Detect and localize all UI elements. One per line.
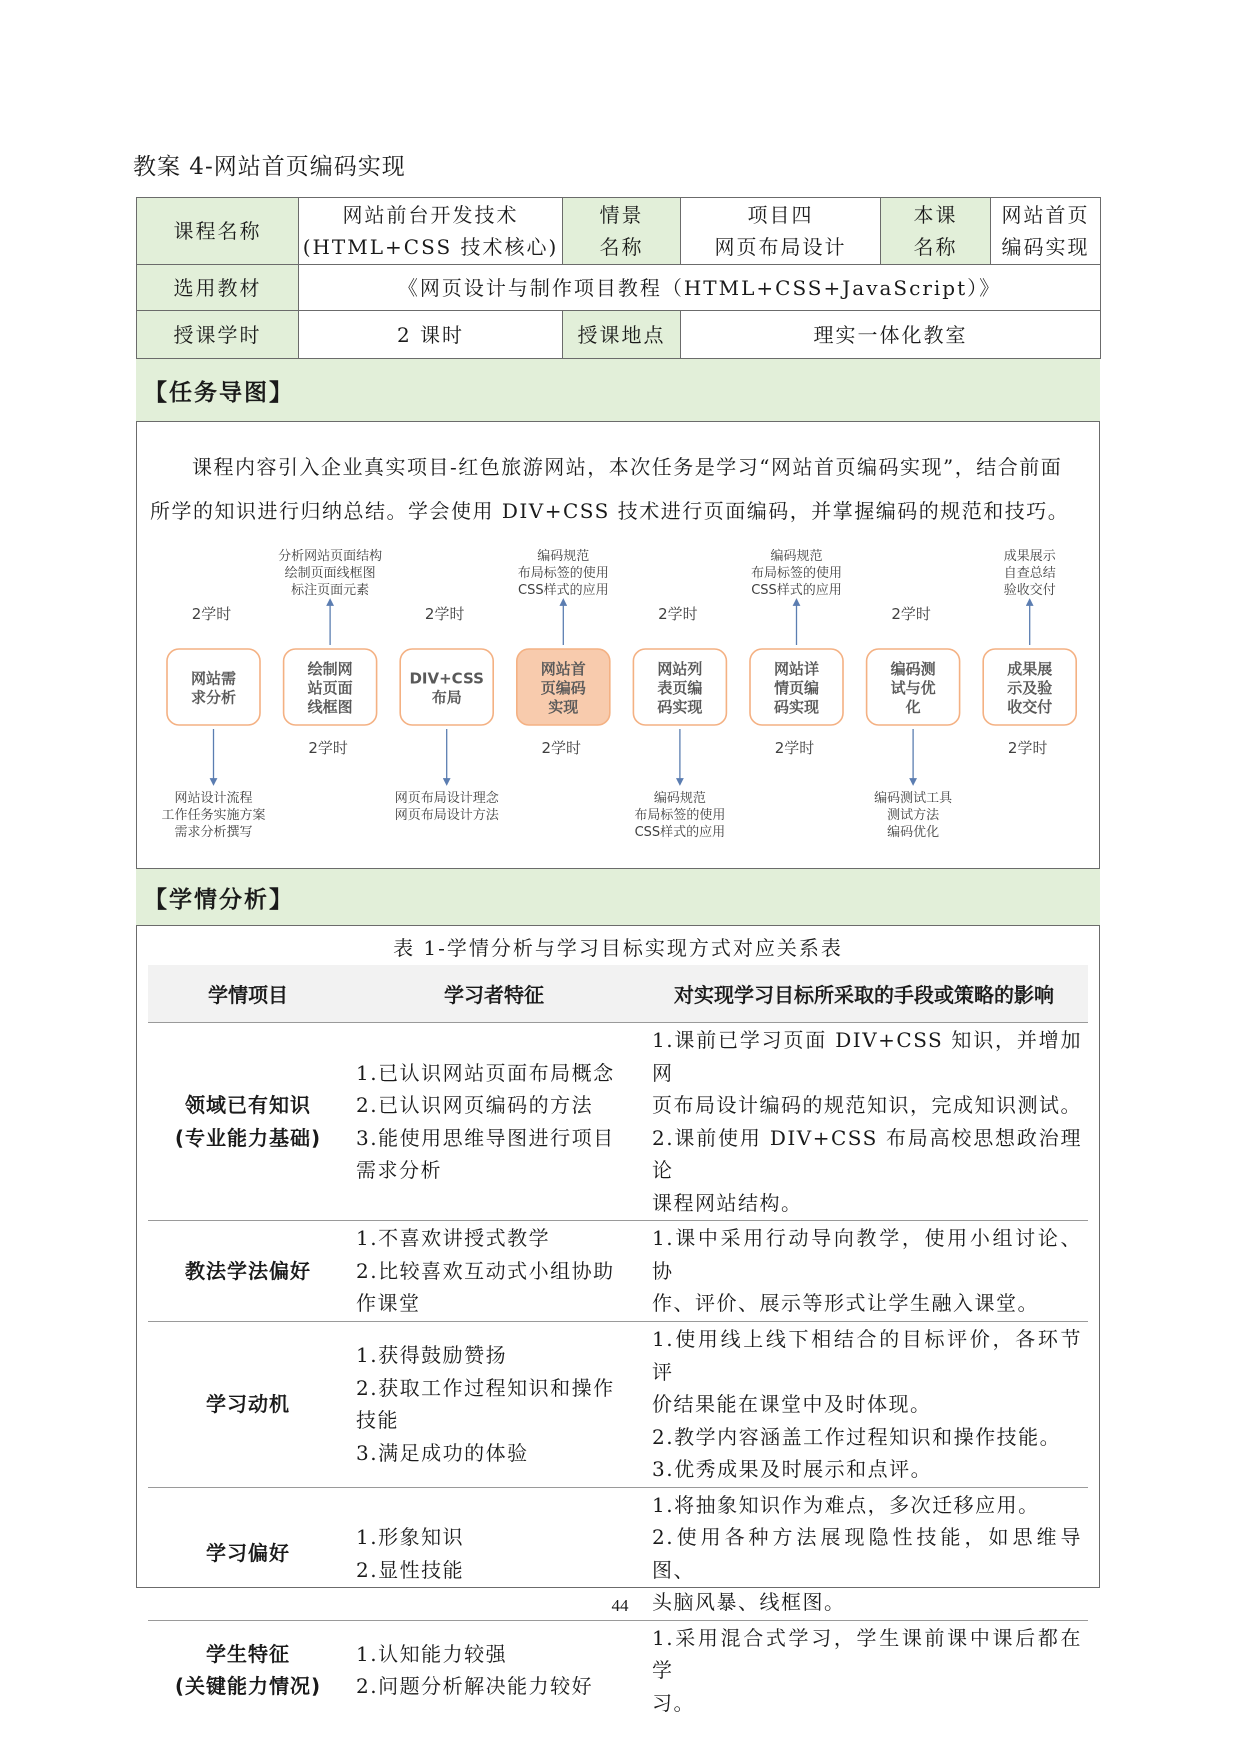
row-category: 学生特征 (关键能力情况) [174, 1641, 322, 1699]
row-features: 1.认知能力较强 2.问题分析解决能力较好 [356, 1641, 594, 1699]
table-row [148, 1322, 1088, 1488]
flow-note: 编码规范 [770, 549, 823, 564]
flow-note: CSS样式的应用 [634, 825, 726, 840]
flow-step [395, 605, 500, 823]
place-label: 授课地点 [563, 311, 681, 359]
textbook-value: 《网页设计与制作项目教程（HTML+CSS+JavaScript）》 [299, 265, 1101, 311]
flow-hours: 2学时 [308, 739, 348, 757]
course-info-table [136, 197, 1101, 359]
flow-box-label: 成果展 [1007, 660, 1053, 678]
flow-box-label: 实现 [548, 698, 579, 716]
flow-note: 验收交付 [1003, 583, 1056, 598]
flow-note: 分析网站页面结构 [278, 549, 383, 564]
row-impacts: 1.将抽象知识作为难点，多次迁移应用。 2.使用各种方法展现隐性技能，如思维导图、 头脑风暴、线框图。 [640, 1487, 1088, 1620]
flow-box-label: 线框图 [307, 698, 353, 716]
hours-label: 授课学时 [137, 311, 299, 359]
flow-hours: 2学时 [424, 605, 465, 623]
flow-note: 布局标签的使用 [750, 566, 843, 581]
flow-box-label: 编码测 [890, 660, 936, 678]
row-impacts: 1.采用混合式学习，学生课前课中课后都在学 习。 [652, 1625, 1082, 1715]
flow-note: 布局标签的使用 [517, 566, 609, 581]
place-value: 理实一体化教室 [681, 311, 1101, 359]
table-row [148, 1620, 1088, 1720]
row-features: 1.不喜欢讲授式教学 2.比较喜欢互动式小组协助 作课堂 [348, 1221, 640, 1322]
row-impacts: 1.课前已学习页面 DIV+CSS 知识，并增加网 页布局设计编码的规范知识，完成知识测试。 2.课前使用 DIV+CSS 布局高校思想政治理论 课程网站结构。 [640, 1023, 1088, 1221]
page-number: 44 [611, 1596, 629, 1615]
flow-box-label: 码实现 [773, 698, 820, 716]
table-row [148, 1023, 1088, 1221]
course-name-label: 课程名称 [137, 198, 299, 265]
flow-note: 编码优化 [887, 825, 940, 840]
flow-note: 网页布局设计方法 [394, 808, 499, 823]
flow-note: 绘制页面线框图 [284, 566, 376, 581]
lesson-label: 本课 名称 [881, 198, 991, 265]
flow-hours: 2学时 [658, 605, 698, 623]
lesson-value: 网站首页 编码实现 [991, 198, 1101, 265]
flow-step [867, 605, 960, 840]
row-category: 学习偏好 [148, 1487, 348, 1620]
flow-box-label: 布局 [431, 688, 462, 707]
flow-hours: 2学时 [191, 605, 232, 623]
flow-step [983, 548, 1076, 757]
flow-hours: 2学时 [541, 739, 582, 757]
scenario-value: 项目四 网页布局设计 [681, 198, 881, 265]
flow-step [161, 605, 265, 840]
flow-box-label: 试与优 [890, 679, 936, 697]
task-section-title: 【任务导图】 [136, 358, 1100, 422]
flow-note: 编码测试工具 [874, 791, 953, 806]
hours-value: 2 课时 [299, 311, 563, 359]
flow-step [750, 548, 843, 757]
header-features: 学习者特征 [348, 965, 640, 1023]
textbook-label: 选用教材 [137, 265, 299, 311]
row-features: 1.已认识网站页面布局概念 2.已认识网页编码的方法 3.能使用思维导图进行项目 需求分析 [348, 1023, 640, 1221]
flow-hours: 2学时 [774, 739, 815, 757]
flow-note: 编码规范 [653, 791, 706, 806]
flow-box-label: DIV+CSS [409, 669, 484, 688]
flow-box-label: 收交付 [1007, 698, 1053, 716]
flow-note: 需求分析撰写 [174, 825, 253, 840]
flow-hours: 2学时 [1007, 739, 1048, 757]
flow-note: CSS样式的应用 [751, 583, 842, 598]
flow-box-label: 码实现 [657, 698, 703, 716]
flow-box-label: 绘制网 [307, 660, 353, 678]
flow-box-label: 网站详 [773, 660, 820, 678]
flow-box-label: 网站需 [190, 669, 237, 688]
course-name-value: 网站前台开发技术 (HTML+CSS 技术核心) [299, 198, 563, 265]
analysis-section-title: 【学情分析】 [136, 868, 1100, 926]
flow-note: 成果展示 [1003, 549, 1056, 564]
scenario-label: 情景 名称 [563, 198, 681, 265]
task-flow-diagram [136, 545, 1100, 845]
flow-box-label: 表页编 [657, 679, 703, 697]
flow-box-label: 示及验 [1007, 679, 1053, 697]
flow-box-label: 求分析 [190, 688, 237, 707]
flow-box-label: 网站列 [657, 660, 703, 678]
flow-note: 网站设计流程 [174, 791, 253, 806]
flow-box-label: 站页面 [307, 679, 353, 697]
flow-note: 编码规范 [537, 549, 590, 564]
row-impacts: 1.课中采用行动导向教学，使用小组讨论、协 作、评价、展示等形式让学生融入课堂。 [640, 1221, 1088, 1322]
row-category: 学习动机 [148, 1322, 348, 1488]
header-impacts: 对实现学习目标所采取的手段或策略的影响 [640, 965, 1088, 1023]
flow-note: 网页布局设计理念 [394, 791, 499, 806]
flow-note: 布局标签的使用 [634, 808, 726, 823]
flow-box-label: 情页编 [773, 679, 820, 697]
flow-step [278, 548, 382, 757]
analysis-table-caption: 表 1-学情分析与学习目标实现方式对应关系表 [393, 936, 843, 960]
flow-note: 自查总结 [1003, 566, 1056, 581]
row-features: 1.形象知识 2.显性技能 [348, 1487, 640, 1620]
table-row [148, 1221, 1088, 1322]
flow-hours: 2学时 [891, 605, 931, 623]
row-category: 教法学法偏好 [148, 1221, 348, 1322]
flow-box-label: 化 [905, 698, 921, 716]
flow-box-label: 页编码 [540, 679, 586, 697]
flow-step [517, 548, 610, 757]
header-category: 学情项目 [148, 965, 348, 1023]
row-features: 1.获得鼓励赞扬 2.获取工作过程知识和操作 技能 3.满足成功的体验 [348, 1322, 640, 1488]
flow-box-label: 网站首 [540, 660, 586, 678]
row-category: 领域已有知识 (专业能力基础) [148, 1023, 348, 1221]
row-impacts: 1.使用线上线下相结合的目标评价，各环节评 价结果能在课堂中及时体现。 2.教学内容涵盖工作过程知识和操作技能。 3.优秀成果及时展示和点评。 [640, 1322, 1088, 1488]
flow-note: CSS样式的应用 [518, 583, 609, 598]
task-paragraph: 课程内容引入企业真实项目-红色旅游网站，本次任务是学习“网站首页编码实现”，结合前面 所学的知识进行归纳总结。学会使用 DIV+CSS 技术进行页面编码，并掌握编码的规范和技巧。 [150, 455, 1070, 523]
flow-note: 工作任务实施方案 [161, 808, 266, 823]
flow-note: 标注页面元素 [291, 583, 370, 598]
flow-note: 测试方法 [887, 808, 940, 823]
page-heading: 教案 4-网站首页编码实现 [133, 154, 406, 180]
flow-step [633, 605, 726, 840]
